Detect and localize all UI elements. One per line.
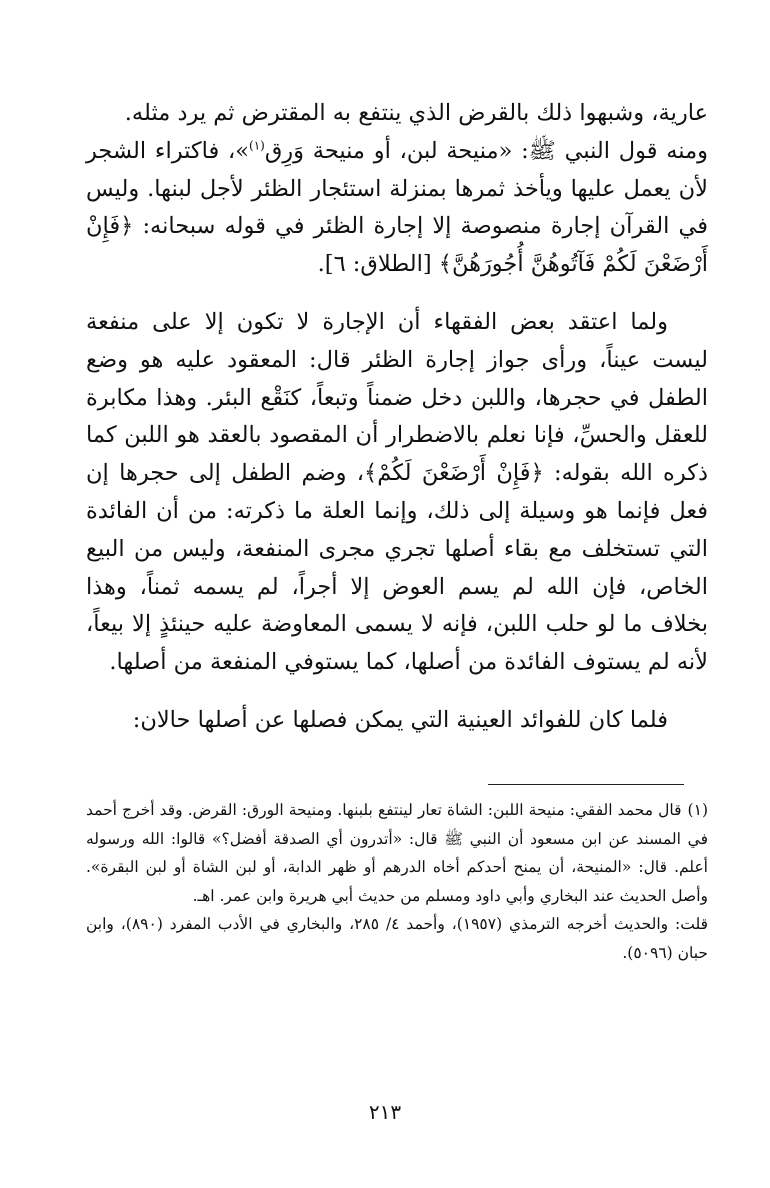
footnote-1-text: قال محمد الفقي: منيحة اللبن: الشاة تعار لينتفع بلبنها. ومنيحة الورق: القرض. وقد أخرج أحمد في المسند عن ابن مسعود أن النبي ﷺ قال: «أتدرون أي الصدقة أفضل؟» قالوا: الله ورسوله أعلم. قال: «المنيحة، أن يمنح أحدكم أخاه الدرهم أو ظهر الدابة، أو لبن الشاة أو لبن البقرة». وأصل الحديث عند البخاري وأبي داود ومسلم من حديث أبي هريرة وابن عمر. اهـ. [86, 801, 708, 905]
paragraph-1 [86, 95, 708, 284]
footnote-number: (١) [687, 801, 708, 819]
footnote-reference[interactable]: (١) [249, 138, 265, 153]
footnote-1 [86, 796, 708, 910]
paragraph-2-part-1: ومنه قول النبي ﷺ: «منيحة لبن، أو منيحة وَرِق [264, 137, 708, 164]
paragraph-4: فلما كان للفوائد العينية التي يمكن فصلها عن أصلها حالان: [132, 706, 668, 733]
paragraph-2 [86, 133, 708, 284]
paragraph-3: ولما اعتقد بعض الفقهاء أن الإجارة لا تكون إلا على منفعة ليست عيناً، ورأى جواز إجارة الظئر قال: المعقود عليه هو وضع الطفل في حجرها، واللبن دخل ضمناً وتبعاً، كنَقْع البئر. وهذا مكابرة للعقل والحسِّ، فإنا نعلم بالاضطرار أن المقصود بالعقد هو اللبن كما ذكره الله بقوله: ﴿فَإِنْ أَرْضَعْنَ لَكُمْ﴾، وضم الطفل إلى حجرها إن فعل فإنما هو وسيلة إلى ذلك، وإنما العلة ما ذكرته: من أن الفائدة التي تستخلف مع بقاء أصلها تجري مجرى المنفعة، وليس من البيع الخاص، فإن الله لم يسم العوض إلا أجراً، لم يسمه ثمناً، وهذا بخلاف ما لو حلب اللبن، فإنه لا يسمى المعاوضة عليه حينئذٍ إلا بيعاً، لأنه لم يستوف الفائدة من أصلها، كما يستوفي المنفعة من أصلها. [86, 308, 708, 676]
page-body [86, 95, 708, 740]
footnote-1-continuation: قلت: والحديث أخرجه الترمذي (١٩٥٧)، وأحمد ٤/ ٢٨٥، والبخاري في الأدب المفرد (٨٩٠)، وابن حبان (٥٠٩٦). [86, 915, 708, 962]
paragraph-1-line: عارية، وشبهوا ذلك بالقرض الذي ينتفع به المقترض ثم يرد مثله. [124, 100, 708, 126]
footnote-separator [488, 784, 684, 785]
footnotes [86, 796, 708, 967]
paragraph-2-part-2: »، فاكتراء الشجر لأن يعمل عليها ويأخذ ثمرها بمنزلة استئجار الظئر لأجل لبنها. وليس في القرآن إجارة منصوصة إلا إجارة الظئر في قوله سبحانه: ﴿فَإِنْ أَرْضَعْنَ لَكُمْ فَآتُوهُنَّ أُجُورَهُنَّ﴾ [الطلاق: ٦]. [86, 137, 708, 278]
page-number: ٢١٣ [368, 1100, 402, 1124]
